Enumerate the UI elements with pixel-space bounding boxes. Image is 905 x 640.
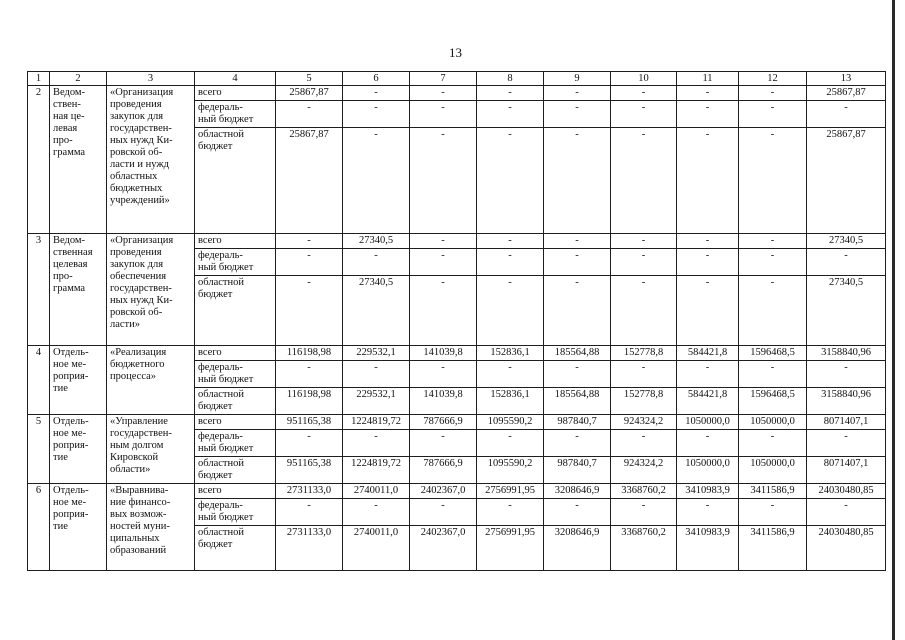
year-value: - [343,86,410,101]
year-value: - [343,128,410,234]
funding-source-line: федераль- [198,431,243,442]
header-row [28,72,886,86]
program-name-line: ровской об- [110,147,163,158]
program-type-line: тие [53,383,68,394]
program-type [50,346,107,415]
row-number: 6 [28,484,50,571]
year-value: - [343,430,410,457]
year-value: - [544,249,611,276]
year-value: - [611,86,677,101]
funding-source-line: бюджет [198,141,233,152]
year-value: - [739,499,807,526]
funding-source-line: бюджет [198,470,233,481]
year-value: 584421,8 [677,388,739,415]
year-value: 3368760,2 [611,484,677,499]
header-cell: 12 [739,72,807,86]
program-name-line: «Управление [110,416,168,427]
funding-source-line: областной [198,458,244,469]
year-value: 3410983,9 [677,526,739,571]
program-name-line: закупок для [110,259,164,270]
row-number: 4 [28,346,50,415]
year-value: - [739,128,807,234]
year-value: - [276,361,343,388]
year-value: 987840,7 [544,415,611,430]
year-value: 1596468,5 [739,346,807,361]
program-name-line: ностей муни- [110,521,170,532]
funding-source-line: областной [198,389,244,400]
year-value: - [477,249,544,276]
year-value: - [544,361,611,388]
year-value: 27340,5 [343,276,410,346]
funding-source-line: областной [198,277,244,288]
year-value: - [477,430,544,457]
program-type-line: тие [53,452,68,463]
funding-source-line: всего [198,347,222,358]
total-value: 3158840,96 [807,346,886,361]
header-cell: 2 [50,72,107,86]
program-type-line: ное ме- [53,428,87,439]
funding-source [195,430,276,457]
year-value: 951165,38 [276,457,343,484]
year-value: 116198,98 [276,388,343,415]
program-type-line: Отдель- [53,416,89,427]
program-type-line: ное ме- [53,359,87,370]
program-type [50,234,107,346]
year-value: - [611,249,677,276]
year-value: - [677,499,739,526]
year-value: - [276,234,343,249]
funding-source [195,499,276,526]
program-name-line: обеспечения [110,271,167,282]
year-value: - [739,276,807,346]
funding-source [195,457,276,484]
row-number: 3 [28,234,50,346]
header-cell: 9 [544,72,611,86]
year-value: 787666,9 [410,415,477,430]
year-value: - [544,234,611,249]
total-value: 8071407,1 [807,415,886,430]
program-name-line: образований [110,545,167,556]
funding-source-line: федераль- [198,500,243,511]
year-value: - [410,86,477,101]
year-value: 3368760,2 [611,526,677,571]
year-value: 2740011,0 [343,526,410,571]
year-value: - [276,276,343,346]
funding-source-line: всего [198,416,222,427]
program-name-line: государствен- [110,123,172,134]
program-name-line: ровской об- [110,307,163,318]
year-value: 987840,7 [544,457,611,484]
program-type-line: левая [53,123,78,134]
year-value: - [410,234,477,249]
funding-source-line: федераль- [198,362,243,373]
year-value: 3411586,9 [739,484,807,499]
year-value: - [477,276,544,346]
funding-source-line: всего [198,87,222,98]
year-value: 924324,2 [611,457,677,484]
year-value: - [677,101,739,128]
header-cell: 8 [477,72,544,86]
total-value: - [807,430,886,457]
funding-source [195,101,276,128]
year-value: - [677,249,739,276]
program-type-line: про- [53,271,73,282]
program-name-line: области» [110,464,151,475]
year-value: 141039,8 [410,346,477,361]
program-type-line: роприя- [53,509,89,520]
funding-source [195,484,276,499]
program-name-line: вых возмож- [110,509,167,520]
year-value: 1050000,0 [677,457,739,484]
program-name-line: ных нужд Ки- [110,295,173,306]
year-value: 584421,8 [677,346,739,361]
program-name-line: «Выравнива- [110,485,169,496]
year-value: 2731133,0 [276,484,343,499]
program-name-line: ципальных [110,533,160,544]
program-name-line: государствен- [110,428,172,439]
header-cell: 5 [276,72,343,86]
year-value: 185564,88 [544,346,611,361]
year-value: - [410,499,477,526]
program-name-line: «Реализация [110,347,167,358]
funding-source [195,361,276,388]
program-type-line: роприя- [53,371,89,382]
program-type-line: Ведом- [53,235,86,246]
program-name-line: проведения [110,99,162,110]
program-name [107,234,195,346]
year-value: - [544,86,611,101]
header-cell: 4 [195,72,276,86]
total-value: 3158840,96 [807,388,886,415]
program-type-line: про- [53,135,73,146]
funding-source-line: областной [198,527,244,538]
program-type-line: Ведом- [53,87,86,98]
year-value: - [677,276,739,346]
program-name-line: проведения [110,247,162,258]
program-name-line: ние финансо- [110,497,171,508]
funding-source [195,128,276,234]
funding-source [195,234,276,249]
year-value: - [544,101,611,128]
year-value: - [343,249,410,276]
year-value: - [544,499,611,526]
year-value: - [477,234,544,249]
budget-table [27,71,886,571]
year-value: - [477,499,544,526]
funding-source [195,86,276,101]
year-value: - [410,361,477,388]
total-value: 27340,5 [807,276,886,346]
year-value: 3208646,9 [544,484,611,499]
year-value: 2402367,0 [410,484,477,499]
year-value: 3411586,9 [739,526,807,571]
funding-source-line: бюджет [198,289,233,300]
year-value: - [410,249,477,276]
program-name-line: «Организация [110,87,174,98]
year-value: - [410,430,477,457]
table-row [28,346,886,361]
header-cell: 3 [107,72,195,86]
year-value: 229532,1 [343,346,410,361]
year-value: - [611,361,677,388]
program-name [107,86,195,234]
header-cell: 6 [343,72,410,86]
program-type-line: Отдель- [53,485,89,496]
year-value: - [410,101,477,128]
program-name [107,484,195,571]
program-name-line: «Организация [110,235,174,246]
year-value: 152836,1 [477,388,544,415]
row-number: 2 [28,86,50,234]
program-type-line: роприя- [53,440,89,451]
year-value: 951165,38 [276,415,343,430]
total-value: - [807,361,886,388]
year-value: 1050000,0 [739,415,807,430]
year-value: 1050000,0 [677,415,739,430]
year-value: - [343,361,410,388]
year-value: 2756991,95 [477,526,544,571]
funding-source-line: областной [198,129,244,140]
program-type [50,86,107,234]
year-value: - [739,101,807,128]
program-type-line: ное ме- [53,497,87,508]
funding-source [195,415,276,430]
year-value: 229532,1 [343,388,410,415]
year-value: - [611,499,677,526]
year-value: 25867,87 [276,128,343,234]
table-row [28,234,886,249]
year-value: 3208646,9 [544,526,611,571]
page-number: 13 [449,45,462,60]
funding-source-line: ный бюджет [198,512,254,523]
year-value: - [276,249,343,276]
program-type-line: грамма [53,147,86,158]
year-value: - [739,430,807,457]
header-cell: 11 [677,72,739,86]
year-value: - [611,430,677,457]
year-value: 152778,8 [611,346,677,361]
year-value: 25867,87 [276,86,343,101]
year-value: 1050000,0 [739,457,807,484]
funding-source-line: всего [198,485,222,496]
year-value: - [677,86,739,101]
program-type-line: Отдель- [53,347,89,358]
header-cell: 13 [807,72,886,86]
year-value: - [739,361,807,388]
year-value: - [544,128,611,234]
year-value: - [410,128,477,234]
year-value: - [477,101,544,128]
program-name-line: бюджетного [110,359,165,370]
funding-source-line: ный бюджет [198,374,254,385]
year-value: - [611,234,677,249]
funding-source-line: ный бюджет [198,114,254,125]
year-value: - [276,499,343,526]
program-name-line: ласти» [110,319,141,330]
year-value: - [611,128,677,234]
program-name-line: ным долгом [110,440,164,451]
header-cell: 10 [611,72,677,86]
year-value: 1224819,72 [343,415,410,430]
year-value: 1095590,2 [477,415,544,430]
funding-source-line: ный бюджет [198,443,254,454]
year-value: 1095590,2 [477,457,544,484]
year-value: - [276,101,343,128]
total-value: - [807,101,886,128]
funding-source-line: ный бюджет [198,262,254,273]
row-number: 5 [28,415,50,484]
year-value: 2731133,0 [276,526,343,571]
funding-source-line: федераль- [198,250,243,261]
year-value: 185564,88 [544,388,611,415]
year-value: 141039,8 [410,388,477,415]
year-value: - [544,276,611,346]
funding-source [195,346,276,361]
page-edge-shadow [892,0,895,640]
year-value: 3410983,9 [677,484,739,499]
funding-source-line: бюджет [198,539,233,550]
program-type [50,484,107,571]
total-value: 25867,87 [807,86,886,101]
funding-source-line: федераль- [198,102,243,113]
funding-source [195,388,276,415]
total-value: - [807,499,886,526]
total-value: 24030480,85 [807,484,886,499]
year-value: 152836,1 [477,346,544,361]
year-value: 1596468,5 [739,388,807,415]
funding-source-line: бюджет [198,401,233,412]
program-name-line: закупок для [110,111,164,122]
total-value: - [807,249,886,276]
program-type-line: целевая [53,259,88,270]
program-type [50,415,107,484]
funding-source-line: всего [198,235,222,246]
year-value: - [677,128,739,234]
year-value: 2402367,0 [410,526,477,571]
program-name-line: Кировской [110,452,159,463]
year-value: - [739,86,807,101]
year-value: 924324,2 [611,415,677,430]
year-value: 2756991,95 [477,484,544,499]
funding-source [195,276,276,346]
year-value: - [343,499,410,526]
table-row [28,484,886,499]
year-value: - [677,361,739,388]
program-type-line: ная це- [53,111,85,122]
program-type-line: ствен- [53,99,81,110]
year-value: 27340,5 [343,234,410,249]
year-value: - [739,249,807,276]
program-name-line: областных [110,171,158,182]
year-value: 1224819,72 [343,457,410,484]
program-name-line: учреждений» [110,195,170,206]
program-name [107,346,195,415]
year-value: - [477,86,544,101]
year-value: 116198,98 [276,346,343,361]
table-row [28,86,886,101]
year-value: 2740011,0 [343,484,410,499]
year-value: - [410,276,477,346]
program-name-line: процесса» [110,371,157,382]
year-value: 152778,8 [611,388,677,415]
program-type-line: тие [53,521,68,532]
year-value: - [276,430,343,457]
program-name-line: ных нужд Ки- [110,135,173,146]
table-row [28,415,886,430]
total-value: 8071407,1 [807,457,886,484]
year-value: - [677,430,739,457]
total-value: 27340,5 [807,234,886,249]
funding-source [195,526,276,571]
program-type-line: грамма [53,283,86,294]
header-cell: 7 [410,72,477,86]
year-value: - [677,234,739,249]
year-value: - [739,234,807,249]
year-value: - [477,128,544,234]
program-name-line: государствен- [110,283,172,294]
year-value: - [343,101,410,128]
program-type-line: ственная [53,247,93,258]
program-name [107,415,195,484]
year-value: - [611,276,677,346]
funding-source [195,249,276,276]
program-name-line: бюджетных [110,183,163,194]
total-value: 25867,87 [807,128,886,234]
header-cell: 1 [28,72,50,86]
year-value: - [611,101,677,128]
year-value: - [477,361,544,388]
total-value: 24030480,85 [807,526,886,571]
year-value: - [544,430,611,457]
program-name-line: ласти и нужд [110,159,169,170]
year-value: 787666,9 [410,457,477,484]
